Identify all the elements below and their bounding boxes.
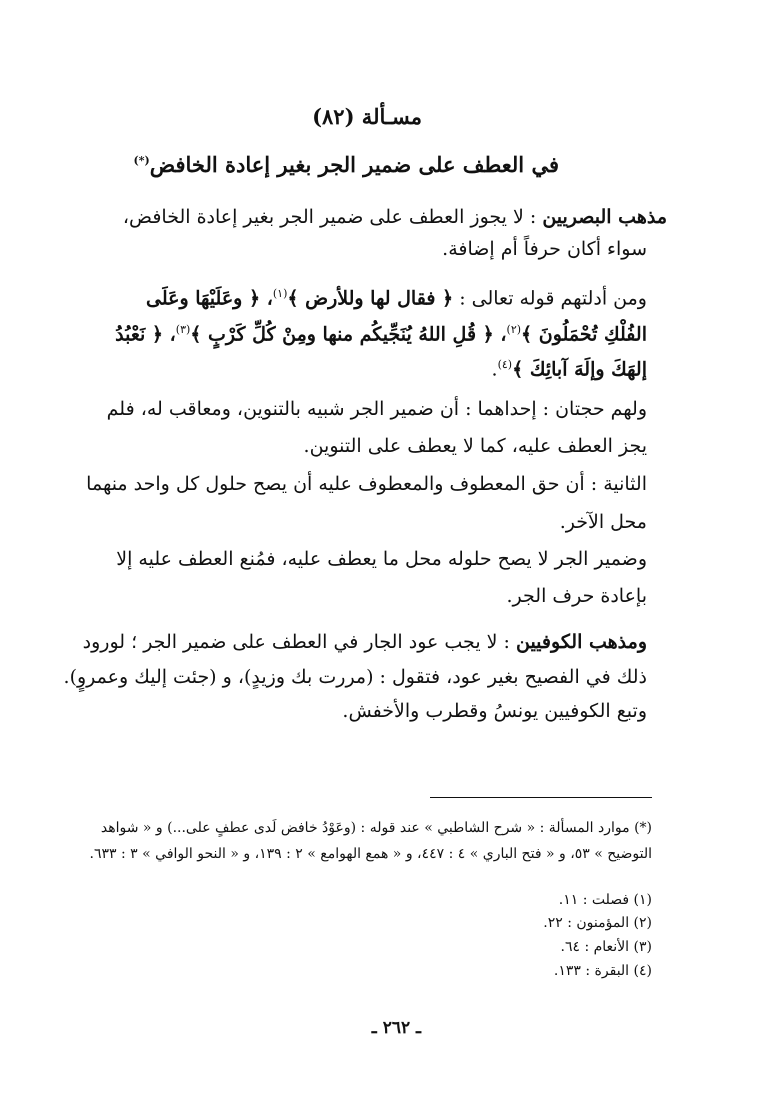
verse-4-end: إلهَكَ وإلَهَ آبائِكَ ﴾: [512, 358, 647, 381]
verse-1: ﴿ فقال لها وللأرض ﴾: [287, 287, 454, 310]
argument-second-line1: الثانية : أن حق المعطوف والمعطوف عليه أن يصح حلول كل واحد منهما: [86, 473, 647, 495]
basrians-paragraph-line1: [123, 204, 667, 230]
question-title: مسـألة (٨٢): [312, 104, 422, 129]
footnote-separator: [430, 797, 652, 798]
subject-title: [134, 148, 559, 178]
subject-footnote-mark: (*): [133, 154, 150, 167]
kufans-label: ومذهب الكوفيين: [515, 631, 647, 653]
kufans-paragraph-line3: وتبع الكوفيين يونسُ وقطرب والأخفش.: [342, 700, 647, 722]
footnote-4: (٤) البقرة : ١٣٣.: [553, 963, 652, 979]
footnote-3: (٣) الأنعام : ٦٤.: [560, 939, 652, 955]
argument-first-line2: يجز العطف عليه، كما لا يعطف على التنوين.: [303, 435, 647, 457]
evidence-line1: [146, 281, 647, 311]
verse-2-start: ، ﴿ وعَلَيْهَا وعَلَى: [146, 287, 273, 310]
argument-third-line1: وضمير الجر لا يصح حلوله محل ما يعطف عليه، فمُنع العطف عليه إلا: [116, 548, 647, 570]
page-number: ـ ٢٦٢ ـ: [371, 1018, 421, 1038]
footnote-1: (١) فصلت : ١١.: [558, 892, 652, 908]
kufans-paragraph-line1: [83, 629, 647, 655]
argument-third-line2: بإعادة حرف الجر.: [506, 585, 647, 607]
argument-first-line1: ولهم حجتان : إحداهما : أن ضمير الجر شبيه بالتنوين، ومعاقب له، فلم: [106, 398, 647, 420]
argument-second-line2: محل الآخر.: [559, 511, 647, 533]
evidence-lead: ومن أدلتهم قوله تعالى :: [459, 287, 647, 310]
verse-2-end: الفُلْكِ تُحْمَلُونَ ﴾: [521, 323, 647, 346]
subject-title-text: في العطف على ضمير الجر بغير إعادة الخافض: [149, 152, 559, 177]
evidence-line3: [492, 352, 647, 382]
verse-ref-2: (٢): [506, 323, 522, 336]
basrians-text-1: : لا يجوز العطف على ضمير الجر بغير إعادة الخافض،: [122, 206, 537, 228]
verse-4-start: ، ﴿ نَعْبُدُ: [115, 323, 176, 346]
verse-ref-3: (٣): [175, 323, 191, 336]
kufans-paragraph-line2: ذلك في الفصيح بغير عود، فتقول : (مررت بك وزيدٍ)، و (جئت إليك وعمروٍ).: [63, 666, 647, 688]
evidence-line2: [115, 317, 647, 347]
footnote-star-line2: التوضيح » ٥٣، و « فتح الباري » ٤ : ٤٤٧، و « همع الهوامع » ٢ : ١٣٩، و « النحو الوافي » ٣ : ٦٣٣.: [89, 846, 652, 862]
verse-3: ، ﴿ قُلِ اللهُ يُنَجِّيكُم منها ومِنْ كُلِّ كَرْبٍ ﴾: [190, 323, 507, 346]
footnote-star-line1: (*) موارد المسألة : « شرح الشاطبي » عند قوله : (وعَوْدُ خافض لَدى عطفٍ على...) و « شواهد: [100, 820, 652, 836]
kufans-text-1: : لا يجب عود الجار في العطف على ضمير الجر ؛ لورود: [82, 631, 510, 653]
evidence-end: .: [491, 358, 498, 381]
basrians-paragraph-line2: سواء أكان حرفاً أم إضافة.: [442, 238, 647, 260]
basrians-label: مذهب البصريين: [542, 206, 667, 228]
verse-ref-1: (١): [272, 287, 288, 300]
verse-ref-4: (٤): [497, 358, 513, 371]
footnote-2: (٢) المؤمنون : ٢٢.: [543, 915, 652, 931]
